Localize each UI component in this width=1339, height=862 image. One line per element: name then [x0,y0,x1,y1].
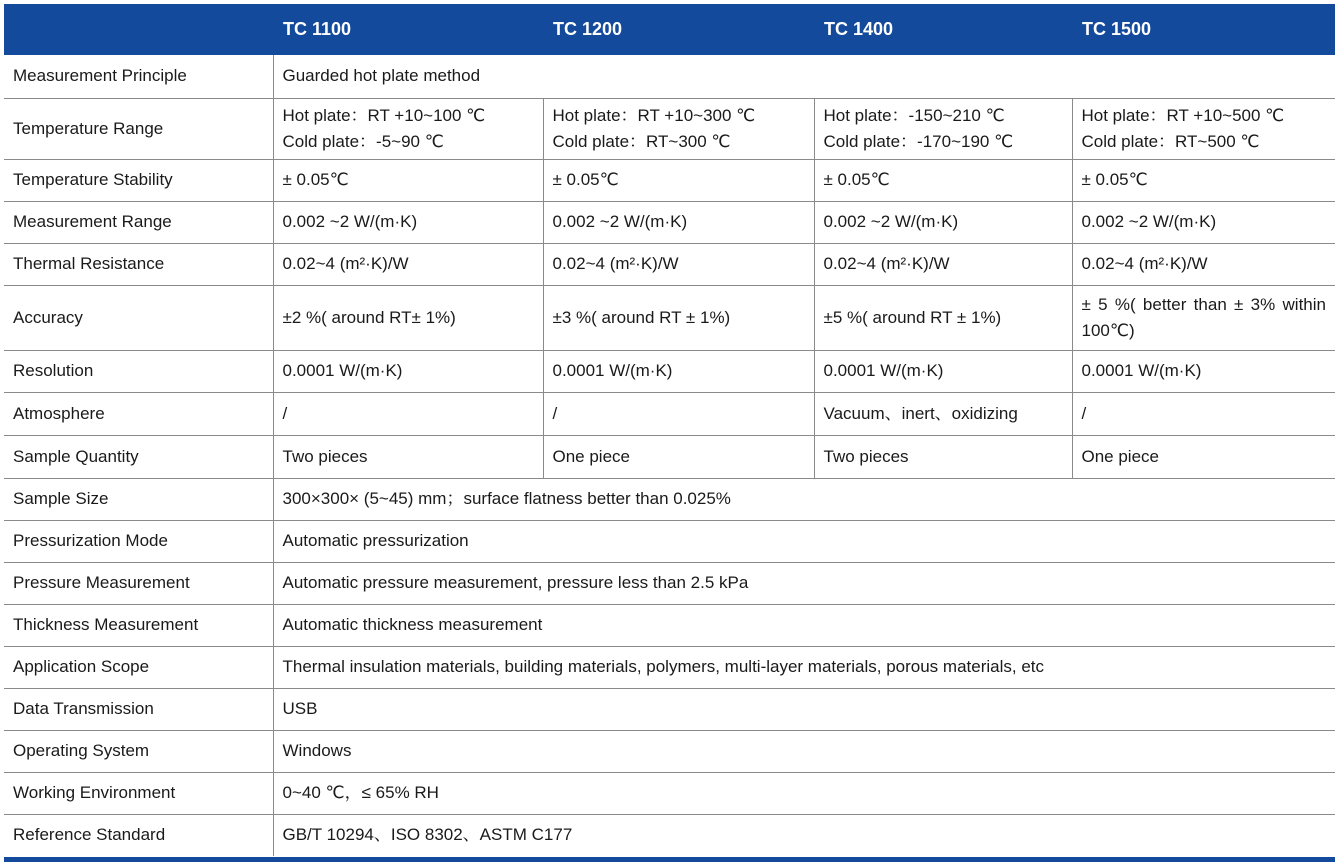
row-label: Pressure Measurement [4,562,273,604]
table-header [4,4,1335,55]
row-value: Thermal insulation materials, building materials, polymers, multi-layer materials, porous materials, etc [273,646,1335,688]
table-cell: / [273,392,543,435]
table-cell: 0.02~4 (m²·K)/W [1072,243,1335,285]
bottom-rule [4,857,1335,862]
table-cell: 0.02~4 (m²·K)/W [273,243,543,285]
table-cell: 0.0001 W/(m·K) [273,350,543,392]
table-cell: ±3 %( around RT ± 1%) [543,285,814,350]
header-row [4,4,1335,55]
row-label: Working Environment [4,772,273,814]
table-cell: 0.002 ~2 W/(m·K) [814,201,1072,243]
row-label: Sample Size [4,478,273,520]
table-cell: 0.0001 W/(m·K) [814,350,1072,392]
table-row [4,772,1335,814]
row-value: 300×300× (5~45) mm；surface flatness better than 0.025% [273,478,1335,520]
row-label: Thermal Resistance [4,243,273,285]
table-cell: ± 5 %( better than ± 3% within 100℃) [1072,285,1335,350]
table-cell [273,98,543,159]
row-label: Application Scope [4,646,273,688]
table-cell: ±5 %( around RT ± 1%) [814,285,1072,350]
header-model-tc1200: TC 1200 [543,4,814,55]
table-row [4,98,1335,159]
table-cell [1072,98,1335,159]
row-label: Reference Standard [4,814,273,856]
table-cell: One piece [543,435,814,478]
hot-plate-range: Hot plate：RT +10~100 ℃ [282,105,486,125]
cold-plate-range: Cold plate：RT~300 ℃ [552,131,731,151]
table-cell: Two pieces [814,435,1072,478]
table-row [4,646,1335,688]
table-cell: ± 0.05℃ [273,159,543,201]
cold-plate-range: Cold plate：-170~190 ℃ [823,131,1014,151]
table-cell: Two pieces [273,435,543,478]
header-model-tc1500: TC 1500 [1072,4,1335,55]
header-model-tc1400: TC 1400 [814,4,1072,55]
row-label: Operating System [4,730,273,772]
row-label: Measurement Principle [4,55,273,98]
row-value: 0~40 ℃，≤ 65% RH [273,772,1335,814]
row-value: GB/T 10294、ISO 8302、ASTM C177 [273,814,1335,856]
row-label: Temperature Range [4,98,273,159]
table-cell [543,98,814,159]
hot-plate-range: Hot plate：RT +10~500 ℃ [1081,105,1285,125]
row-label: Atmosphere [4,392,273,435]
row-label: Thickness Measurement [4,604,273,646]
table-row [4,392,1335,435]
table-cell: 0.02~4 (m²·K)/W [543,243,814,285]
table-cell: 0.02~4 (m²·K)/W [814,243,1072,285]
table-row [4,478,1335,520]
row-value: Automatic thickness measurement [273,604,1335,646]
header-corner [4,4,273,55]
table-cell: 0.0001 W/(m·K) [1072,350,1335,392]
hot-plate-range: Hot plate：RT +10~300 ℃ [552,105,756,125]
table-row [4,730,1335,772]
table-cell: ± 0.05℃ [814,159,1072,201]
row-label: Resolution [4,350,273,392]
row-value: Automatic pressurization [273,520,1335,562]
table-cell: 0.002 ~2 W/(m·K) [543,201,814,243]
row-label: Sample Quantity [4,435,273,478]
hot-plate-range: Hot plate：-150~210 ℃ [823,105,1005,125]
row-value: USB [273,688,1335,730]
table-row [4,243,1335,285]
table-cell: One piece [1072,435,1335,478]
table-cell: 0.0001 W/(m·K) [543,350,814,392]
row-value: Guarded hot plate method [273,55,1335,98]
table-row [4,520,1335,562]
table-row [4,814,1335,856]
table-cell: 0.002 ~2 W/(m·K) [273,201,543,243]
row-label: Data Transmission [4,688,273,730]
row-value: Automatic pressure measurement, pressure less than 2.5 kPa [273,562,1335,604]
row-label: Measurement Range [4,201,273,243]
table-row [4,285,1335,350]
table-cell: Vacuum、inert、oxidizing [814,392,1072,435]
table-cell: ±2 %( around RT± 1%) [273,285,543,350]
row-label: Pressurization Mode [4,520,273,562]
spec-table [4,4,1335,856]
table-body [4,55,1335,856]
table-row [4,435,1335,478]
table-cell: ± 0.05℃ [1072,159,1335,201]
row-value: Windows [273,730,1335,772]
header-model-tc1100: TC 1100 [273,4,543,55]
row-label: Accuracy [4,285,273,350]
cold-plate-range: Cold plate：RT~500 ℃ [1081,131,1260,151]
table-cell [814,98,1072,159]
table-row [4,562,1335,604]
table-row [4,55,1335,98]
cold-plate-range: Cold plate：-5~90 ℃ [282,131,444,151]
table-cell: 0.002 ~2 W/(m·K) [1072,201,1335,243]
table-cell: ± 0.05℃ [543,159,814,201]
table-row [4,688,1335,730]
table-cell: / [1072,392,1335,435]
table-row [4,350,1335,392]
table-row [4,201,1335,243]
row-label: Temperature Stability [4,159,273,201]
table-row [4,604,1335,646]
table-row [4,159,1335,201]
table-cell: / [543,392,814,435]
